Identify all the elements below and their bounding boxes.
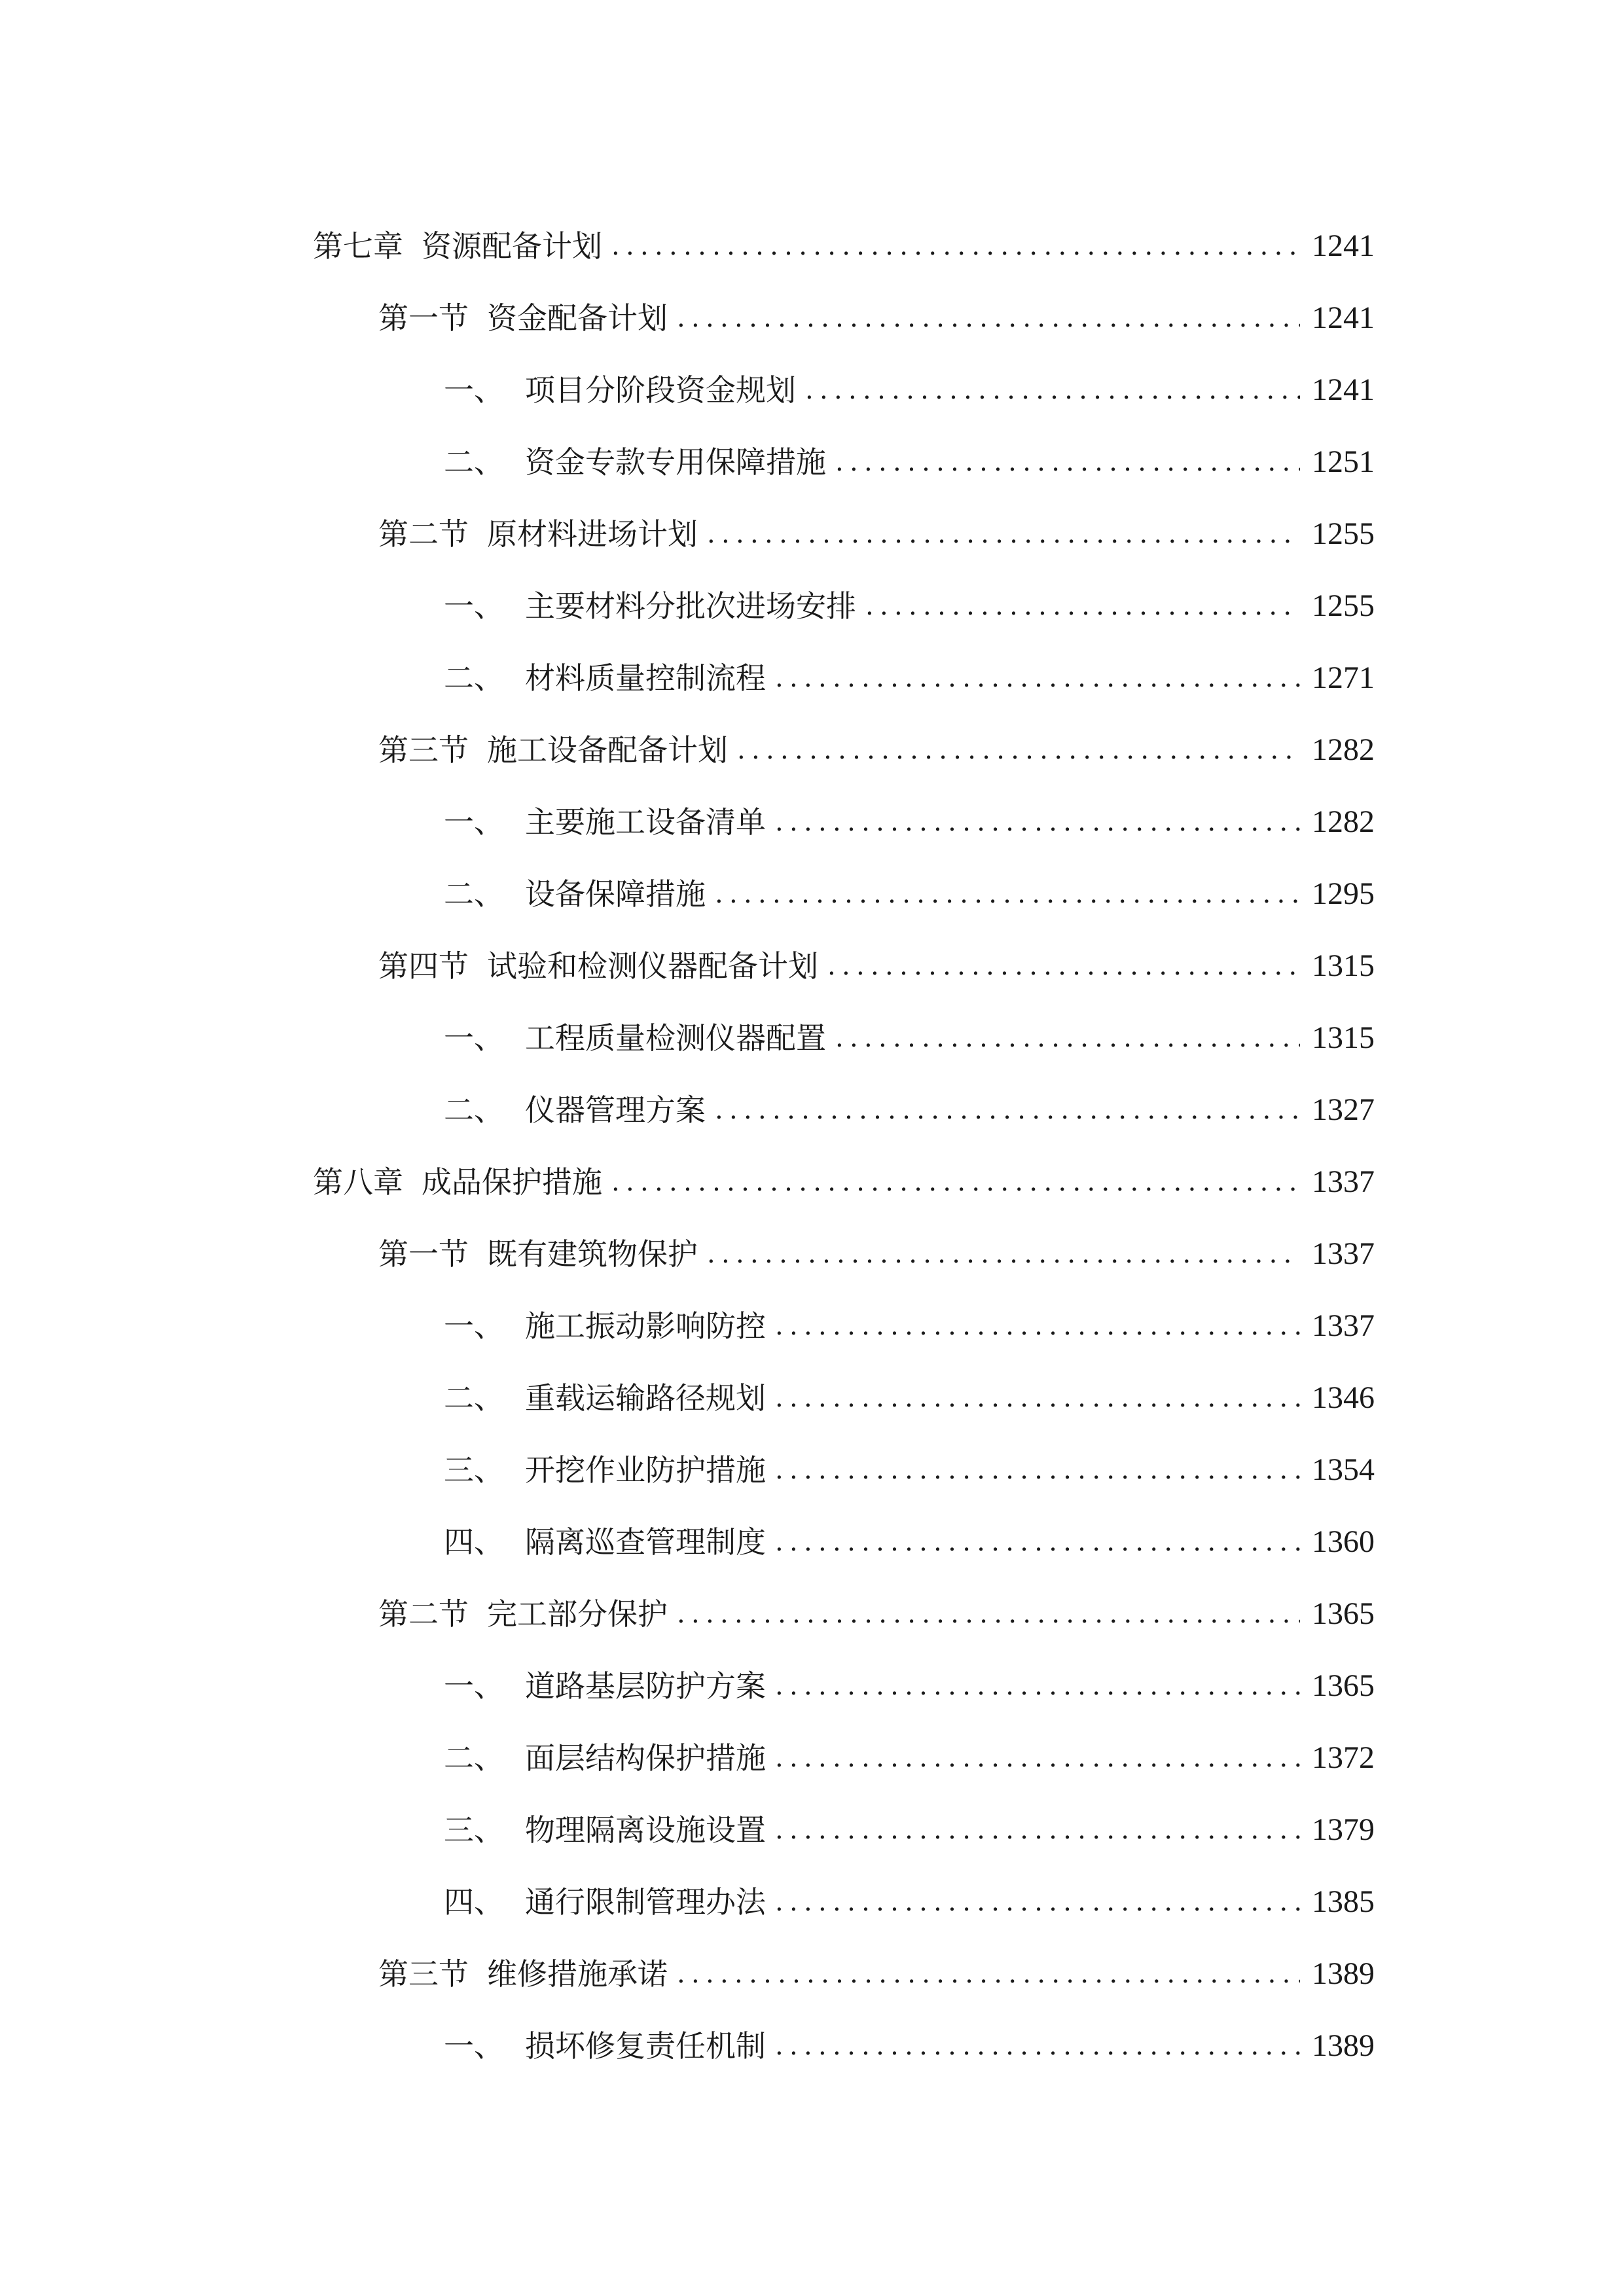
toc-dot-leader (775, 2026, 1300, 2066)
toc-entry-page-number: 1255 (1312, 516, 1375, 551)
toc-entry-page-number: 1365 (1312, 1596, 1375, 1631)
toc-entry-label (378, 1594, 668, 1634)
toc-entry-number: 四、 (444, 1884, 504, 1920)
toc-entry-title: 成品保护措施 (422, 1164, 602, 1200)
toc-entry-number: 一、 (444, 1308, 504, 1344)
toc-dot-leader (707, 514, 1300, 554)
toc-entry[interactable] (0, 626, 1624, 698)
toc-entry-title: 道路基层防护方案 (525, 1668, 766, 1704)
toc-entry-label (378, 298, 668, 338)
toc-entry-page-number: 1360 (1312, 1524, 1375, 1559)
toc-dot-leader (715, 874, 1300, 914)
toc-entry-title: 完工部分保护 (487, 1596, 668, 1632)
toc-entry-label (378, 730, 728, 770)
toc-entry-title: 施工振动影响防控 (525, 1308, 766, 1344)
toc-entry-number: 二、 (444, 1092, 504, 1128)
toc-entry-label (444, 2026, 766, 2066)
toc-entry-label (444, 1306, 766, 1346)
toc-entry-number: 二、 (444, 876, 504, 912)
toc-entry-label (313, 1162, 602, 1202)
toc-entry-page-number: 1346 (1312, 1380, 1375, 1415)
toc-entry[interactable] (0, 1490, 1624, 1562)
toc-dot-leader (827, 946, 1300, 986)
toc-entry[interactable] (0, 266, 1624, 338)
toc-entry-page-number: 1372 (1312, 1740, 1375, 1775)
toc-entry-number: 四、 (444, 1524, 504, 1560)
toc-entry[interactable] (0, 1346, 1624, 1418)
toc-entry-title: 设备保障措施 (525, 876, 706, 912)
toc-entry[interactable] (0, 986, 1624, 1058)
toc-dot-leader (775, 1378, 1300, 1418)
toc-entry[interactable] (0, 1130, 1624, 1202)
toc-entry-label (444, 1810, 766, 1850)
toc-entry-page-number: 1365 (1312, 1668, 1375, 1703)
toc-entry-page-number: 1315 (1312, 1020, 1375, 1055)
toc-dot-leader (775, 1306, 1300, 1346)
toc-entry-title: 物理隔离设施设置 (525, 1812, 766, 1848)
toc-entry-title: 通行限制管理办法 (525, 1884, 766, 1920)
toc-entry-page-number: 1389 (1312, 2028, 1375, 2063)
toc-entry-title: 资金专款专用保障措施 (525, 444, 826, 480)
toc-entry-label (444, 1666, 766, 1706)
toc-entry-number: 二、 (444, 1380, 504, 1416)
toc-entry-page-number: 1327 (1312, 1092, 1375, 1127)
toc-entry-label (378, 514, 698, 554)
toc-entry-page-number: 1385 (1312, 1884, 1375, 1919)
toc-entry-label (444, 1450, 766, 1490)
toc-entry[interactable] (0, 410, 1624, 482)
toc-entry-number: 一、 (444, 2028, 504, 2064)
toc-entry-page-number: 1241 (1312, 228, 1375, 263)
toc-entry-number: 三、 (444, 1812, 504, 1848)
toc-dot-leader (737, 730, 1300, 770)
toc-entry[interactable] (0, 1922, 1624, 1994)
toc-dot-leader (835, 1018, 1300, 1058)
toc-entry-page-number: 1389 (1312, 1956, 1375, 1991)
toc-entry-page-number: 1337 (1312, 1308, 1375, 1343)
toc-dot-leader (775, 1738, 1300, 1778)
toc-dot-leader (865, 586, 1300, 626)
toc-entry[interactable] (0, 194, 1624, 266)
toc-entry[interactable] (0, 698, 1624, 770)
toc-entry-number: 第四节 (378, 948, 469, 984)
toc-entry-title: 原材料进场计划 (487, 516, 698, 552)
toc-entry-label (444, 1738, 766, 1778)
toc-entry-number: 第八章 (313, 1164, 403, 1200)
toc-entry-label (378, 1234, 698, 1274)
toc-dot-leader (611, 1162, 1300, 1202)
toc-dot-leader (775, 658, 1300, 698)
toc-entry[interactable] (0, 770, 1624, 842)
toc-entry-title: 面层结构保护措施 (525, 1740, 766, 1776)
toc-entry[interactable] (0, 1418, 1624, 1490)
toc-entry-number: 第二节 (378, 1596, 469, 1632)
toc-entry-number: 二、 (444, 660, 504, 696)
toc-entry-label (378, 946, 818, 986)
toc-entry-title: 主要施工设备清单 (525, 804, 766, 840)
toc-entry-page-number: 1295 (1312, 876, 1375, 911)
toc-entry[interactable] (0, 1850, 1624, 1922)
toc-entry[interactable] (0, 914, 1624, 986)
toc-entry[interactable] (0, 482, 1624, 554)
toc-entry-page-number: 1241 (1312, 300, 1375, 335)
toc-entry-label (444, 802, 766, 842)
toc-entry-page-number: 1337 (1312, 1164, 1375, 1199)
toc-dot-leader (775, 1522, 1300, 1562)
toc-entry-page-number: 1354 (1312, 1452, 1375, 1487)
toc-entry-number: 第二节 (378, 516, 469, 552)
toc-entry-label (444, 442, 826, 482)
toc-entry-label (313, 226, 602, 266)
toc-entry[interactable] (0, 1706, 1624, 1778)
toc-dot-leader (677, 298, 1300, 338)
toc-entry[interactable] (0, 1274, 1624, 1346)
toc-entry[interactable] (0, 1994, 1624, 2066)
toc-entry-page-number: 1282 (1312, 732, 1375, 767)
table-of-contents (0, 194, 1624, 2066)
toc-entry-number: 一、 (444, 372, 504, 408)
toc-dot-leader (775, 1450, 1300, 1490)
toc-entry-page-number: 1241 (1312, 372, 1375, 407)
toc-entry-label (444, 586, 856, 626)
toc-entry-page-number: 1282 (1312, 804, 1375, 839)
toc-dot-leader (715, 1090, 1300, 1130)
toc-entry-number: 第三节 (378, 1956, 469, 1992)
toc-entry-number: 第七章 (313, 228, 403, 264)
toc-dot-leader (835, 442, 1300, 482)
toc-entry-label (444, 370, 796, 410)
toc-entry-label (444, 658, 766, 698)
toc-entry[interactable] (0, 1634, 1624, 1706)
toc-dot-leader (775, 802, 1300, 842)
toc-entry-number: 第三节 (378, 732, 469, 768)
toc-entry-number: 二、 (444, 1740, 504, 1776)
toc-entry-title: 材料质量控制流程 (525, 660, 766, 696)
toc-entry-number: 一、 (444, 1668, 504, 1704)
toc-entry-label (444, 1522, 766, 1562)
toc-entry[interactable] (0, 1562, 1624, 1634)
toc-entry-page-number: 1255 (1312, 588, 1375, 623)
toc-entry[interactable] (0, 1778, 1624, 1850)
toc-entry-label (444, 1018, 826, 1058)
toc-entry-title: 重载运输路径规划 (525, 1380, 766, 1416)
toc-dot-leader (611, 226, 1300, 266)
toc-dot-leader (677, 1954, 1300, 1994)
toc-entry[interactable] (0, 554, 1624, 626)
toc-entry-number: 一、 (444, 804, 504, 840)
toc-entry-label (444, 1090, 706, 1130)
toc-entry-title: 主要材料分批次进场安排 (525, 588, 856, 624)
toc-entry-title: 施工设备配备计划 (487, 732, 728, 768)
toc-entry-number: 第一节 (378, 300, 469, 336)
toc-entry-label (378, 1954, 668, 1994)
toc-entry-number: 三、 (444, 1452, 504, 1488)
toc-entry-title: 项目分阶段资金规划 (525, 372, 796, 408)
toc-entry[interactable] (0, 338, 1624, 410)
toc-entry-page-number: 1337 (1312, 1236, 1375, 1271)
toc-entry-page-number: 1379 (1312, 1812, 1375, 1847)
toc-entry-number: 一、 (444, 1020, 504, 1056)
toc-entry[interactable] (0, 1058, 1624, 1130)
toc-dot-leader (677, 1594, 1300, 1634)
toc-entry-title: 仪器管理方案 (525, 1092, 706, 1128)
toc-entry-label (444, 1378, 766, 1418)
toc-entry-title: 隔离巡查管理制度 (525, 1524, 766, 1560)
toc-entry-label (444, 1882, 766, 1922)
toc-entry-number: 二、 (444, 444, 504, 480)
toc-dot-leader (775, 1810, 1300, 1850)
toc-entry-title: 资金配备计划 (487, 300, 668, 336)
toc-entry-title: 工程质量检测仪器配置 (525, 1020, 826, 1056)
toc-entry-title: 开挖作业防护措施 (525, 1452, 766, 1488)
toc-entry-title: 试验和检测仪器配备计划 (487, 948, 818, 984)
toc-dot-leader (707, 1234, 1300, 1274)
toc-entry-title: 既有建筑物保护 (487, 1236, 698, 1272)
toc-entry-number: 一、 (444, 588, 504, 624)
toc-dot-leader (805, 370, 1300, 410)
toc-entry-label (444, 874, 706, 914)
toc-entry-number: 第一节 (378, 1236, 469, 1272)
toc-entry-page-number: 1251 (1312, 444, 1375, 479)
toc-dot-leader (775, 1666, 1300, 1706)
toc-entry-title: 维修措施承诺 (487, 1956, 668, 1992)
toc-entry-title: 损坏修复责任机制 (525, 2028, 766, 2064)
toc-entry-page-number: 1315 (1312, 948, 1375, 983)
toc-entry[interactable] (0, 842, 1624, 914)
toc-dot-leader (775, 1882, 1300, 1922)
toc-entry-title: 资源配备计划 (422, 228, 602, 264)
toc-entry-page-number: 1271 (1312, 660, 1375, 695)
toc-entry[interactable] (0, 1202, 1624, 1274)
